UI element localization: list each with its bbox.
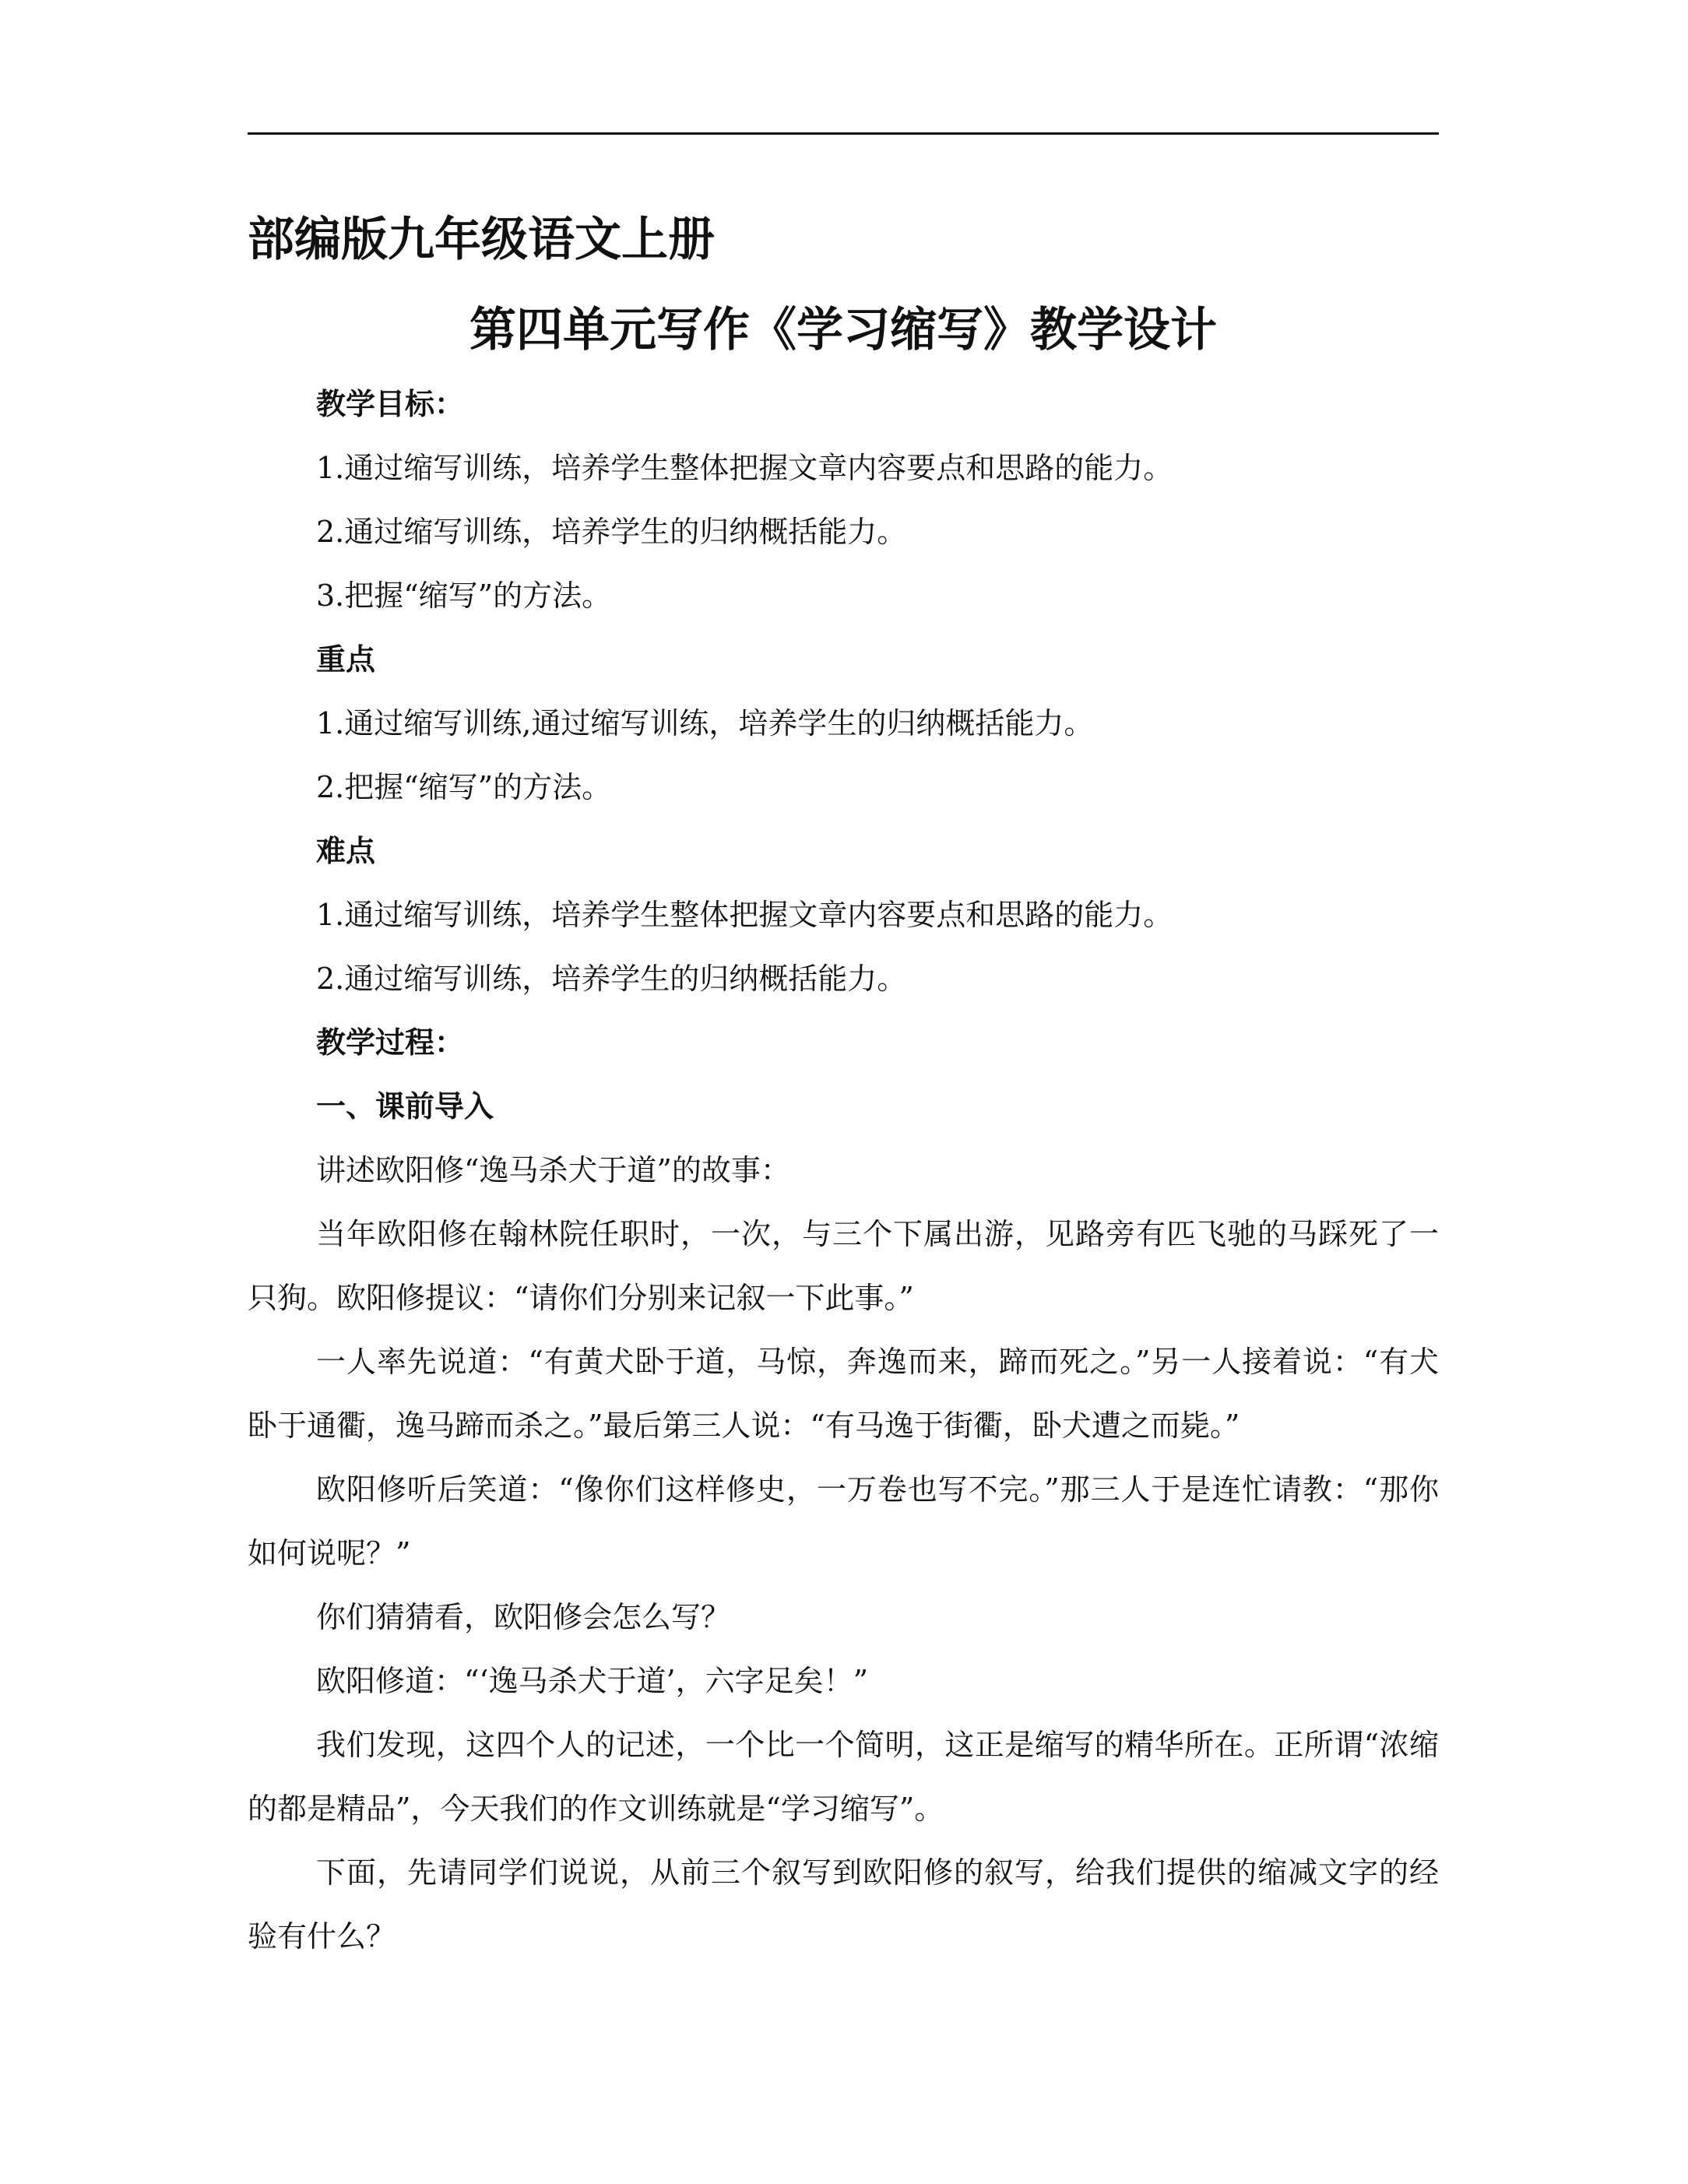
key-point-item: 1.通过缩写训练,通过缩写训练，培养学生的归纳概括能力。 <box>316 706 1094 740</box>
objectives-heading: 教学目标： <box>316 387 465 421</box>
intro-paragraph: 我们发现，这四个人的记述，一个比一个简明，这正是缩写的精华所在。正所谓“浓缩的都是精品”，今天我们的作文训练就是“学习缩写”。 <box>248 1728 1439 1826</box>
intro-paragraph: 欧阳修听后笑道：“像你们这样修史，一万卷也写不完。”那三人于是连忙请教：“那你如何说呢？” <box>248 1472 1439 1570</box>
intro-paragraph: 一人率先说道：“有黄犬卧于道，马惊，奔逸而来，蹄而死之。”另一人接着说：“有犬卧于通衢，逸马蹄而杀之。”最后第三人说：“有马逸于街衢，卧犬遭之而毙。” <box>248 1345 1439 1443</box>
difficulty-item: 1.通过缩写训练，培养学生整体把握文章内容要点和思路的能力。 <box>316 898 1173 932</box>
process-heading: 教学过程： <box>316 1025 465 1060</box>
document-body <box>248 372 1439 1968</box>
document-title-line1: 部编版九年级语文上册 <box>248 213 715 267</box>
intro-paragraph: 讲述欧阳修“逸马杀犬于道”的故事： <box>316 1153 790 1187</box>
key-points-heading: 重点 <box>316 642 376 677</box>
objective-item: 1.通过缩写训练，培养学生整体把握文章内容要点和思路的能力。 <box>316 451 1173 485</box>
intro-paragraph: 你们猜猜看，欧阳修会怎么写？ <box>316 1600 731 1634</box>
header-rule <box>248 132 1439 135</box>
intro-paragraph: 当年欧阳修在翰林院任职时，一次，与三个下属出游，见路旁有匹飞驰的马踩死了一只狗。欧阳修提议：“请你们分别来记叙一下此事。” <box>248 1217 1439 1315</box>
difficulties-heading: 难点 <box>316 834 376 868</box>
document-title-line2: 第四单元写作《学习缩写》教学设计 <box>469 303 1217 357</box>
intro-paragraph: 欧阳修道：“‘逸马杀犬于道’，六字足矣！” <box>316 1664 869 1698</box>
intro-heading: 一、课前导入 <box>316 1089 494 1124</box>
key-point-item: 2.把握“缩写”的方法。 <box>316 770 612 804</box>
objective-item: 2.通过缩写训练，培养学生的归纳概括能力。 <box>316 515 907 549</box>
difficulty-item: 2.通过缩写训练，培养学生的归纳概括能力。 <box>316 962 907 996</box>
objective-item: 3.把握“缩写”的方法。 <box>316 579 612 613</box>
intro-paragraph: 下面，先请同学们说说，从前三个叙写到欧阳修的叙写，给我们提供的缩减文字的经验有什么？ <box>248 1855 1439 1954</box>
